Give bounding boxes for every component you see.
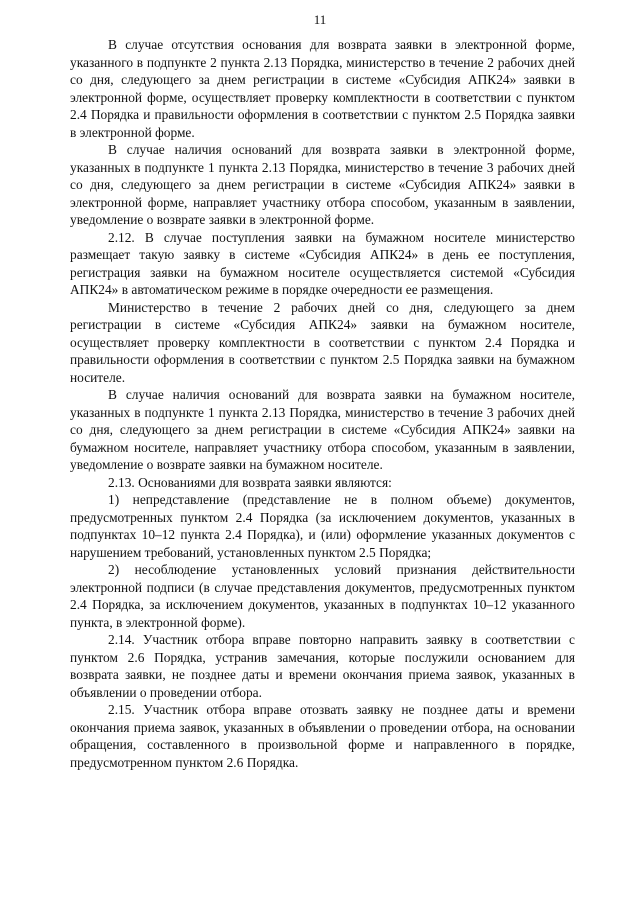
- paragraph-7: 1) непредставление (представление не в полном объеме) документов, предусмотренных пунктом 2.4 Порядка (за исключением документов, указанных в подпунктах 10–12 пункта 2.4 Порядка), и (или) оформление указанных документов с нарушением требований, установленных пунктом 2.5 Порядка;: [70, 492, 575, 560]
- page-number: 11: [313, 12, 327, 27]
- paragraph-4: Министерство в течение 2 рабочих дней со дня, следующего за днем регистрации в системе «Субсидия АПК24» заявки на бумажном носителе, осуществляет проверку комплектности в соответствии с пунктом 2.4 Порядка и правильности оформления в соответствии с пунктом 2.5 Порядка заявки на бумажном носителе.: [70, 299, 575, 385]
- paragraph-5: В случае наличия оснований для возврата заявки на бумажном носителе, указанных в подпункте 1 пункта 2.13 Порядка, министерство в течение 3 рабочих дней со дня, следующего за днем регистрации в системе «Субсидия АПК24» заявки на бумажном носителе, направляет участнику отбора способом, указанным в заявлении, уведомление о возврате заявки на бумажном носителе.: [70, 387, 575, 472]
- paragraph-8: 2) несоблюдение установленных условий признания действительности электронной подписи (в случае представления документов, предусмотренных пунктом 2.4 Порядка, за исключением документов, указанных в подпунктах 10–12 указанного пункта, в электронной форме).: [70, 562, 575, 630]
- paragraph-2: В случае наличия оснований для возврата заявки в электронной форме, указанных в подпункте 1 пункта 2.13 Порядка, министерство в течение 3 рабочих дней со дня, следующего за днем регистрации в системе «Субсидия АПК24» заявки в электронной форме, направляет участнику отбора способом, указанным в заявлении, уведомление о возврате заявки в электронной форме.: [70, 142, 575, 227]
- document-body: [70, 36, 575, 771]
- paragraph-9: 2.14. Участник отбора вправе повторно направить заявку в соответствии с пунктом 2.6 Порядка, устранив замечания, которые послужили основанием для возврата заявки, не позднее даты и времени окончания приема заявок, указанных в объявлении о проведении отбора.: [70, 632, 575, 700]
- paragraph-3: 2.12. В случае поступления заявки на бумажном носителе министерство размещает такую заявку в системе «Субсидия АПК24» в день ее поступления, регистрация заявки на бумажном носителе осуществляется системой «Субсидия АПК24» в автоматическом режиме в порядке очередности ее размещения.: [70, 229, 575, 297]
- paragraph-1: В случае отсутствия основания для возврата заявки в электронной форме, указанного в подпункте 2 пункта 2.13 Порядка, министерство в течение 2 рабочих дней со дня, следующего за днем регистрации в системе «Субсидия АПК24» заявки в электронной форме, осуществляет проверку комплектности в соответствии с пунктом 2.4 Порядка и правильности оформления в соответствии с пунктом 2.5 Порядка заявки в электронной форме.: [70, 37, 575, 140]
- paragraph-10: 2.15. Участник отбора вправе отозвать заявку не позднее даты и времени окончания приема заявок, указанных в объявлении о проведении отбора, на основании обращения, составленного в произвольной форме и направленного в порядке, предусмотренном пунктом 2.6 Порядка.: [70, 702, 575, 770]
- paragraph-6: 2.13. Основаниями для возврата заявки являются:: [108, 474, 392, 490]
